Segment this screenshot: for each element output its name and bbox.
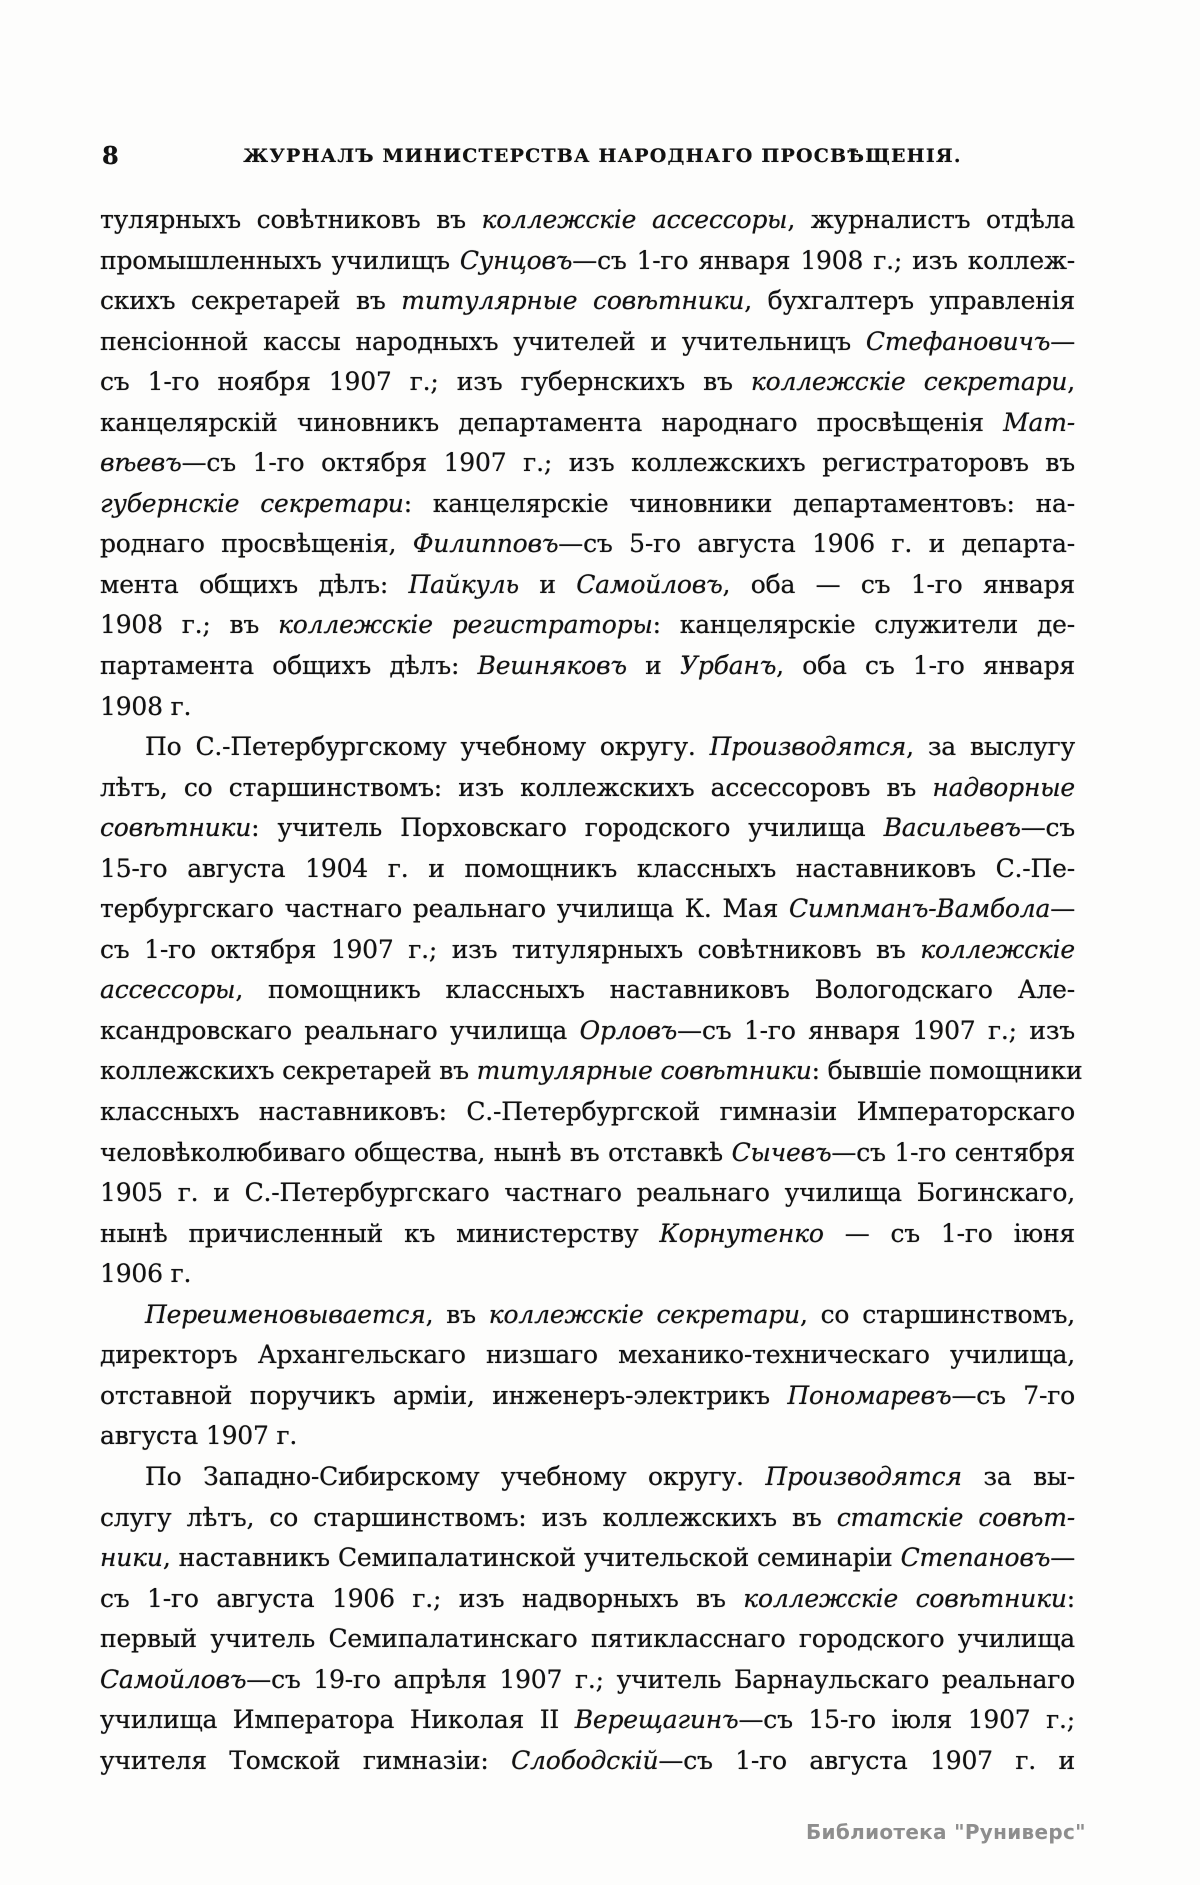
- text-segment: 1905 г. и С.-Петербургскаго частнаго реальнаго училища Богинскаго,: [100, 1178, 1075, 1208]
- text-segment: Сычевъ: [731, 1137, 832, 1167]
- text-segment: Симпманъ-Вамбола: [788, 894, 1051, 924]
- text-segment: , наставникъ Семипалатинской учительской семинаріи: [162, 1543, 901, 1573]
- text-segment: съ 1-го ноября 1907 г.; изъ губернскихъ въ: [100, 367, 751, 397]
- text-segment: —: [1050, 326, 1075, 356]
- text-line: [100, 1051, 1083, 1092]
- text-line: [100, 849, 1075, 890]
- text-segment: совѣтники: [100, 813, 252, 843]
- text-line: [100, 687, 1075, 728]
- text-segment: коллежскіе регистраторы: [278, 610, 653, 640]
- paragraph: [100, 1457, 1075, 1781]
- text-segment: , въ: [425, 1299, 489, 1329]
- text-segment: съ 1-го октября 1907 г.; изъ титулярныхъ совѣтниковъ въ: [100, 934, 921, 964]
- text-line: [100, 524, 1075, 565]
- text-segment: Самойловъ: [100, 1664, 247, 1694]
- text-line: [100, 1335, 1075, 1376]
- text-segment: директоръ Архангельскаго низшаго механико-техническаго училища,: [100, 1340, 1075, 1370]
- text-segment: — съ 1-го іюня: [823, 1218, 1075, 1248]
- text-segment: Васильевъ: [883, 813, 1021, 843]
- text-segment: Пономаревъ: [787, 1380, 952, 1410]
- text-line: [100, 1700, 1075, 1741]
- text-line: [100, 605, 1075, 646]
- text-segment: —съ 1-го сентября: [831, 1137, 1076, 1167]
- text-segment: надворные: [932, 772, 1075, 802]
- text-segment: —съ 1-го августа 1907 г. и: [658, 1745, 1075, 1775]
- text-segment: : учитель Порховскаго городского училища: [251, 813, 884, 843]
- text-segment: за вы-: [961, 1461, 1075, 1491]
- text-segment: человѣколюбиваго общества, нынѣ въ отставкѣ: [100, 1137, 732, 1167]
- text-line: [100, 1457, 1075, 1498]
- text-line: [100, 1619, 1075, 1660]
- text-segment: 1908 г.: [100, 691, 192, 721]
- text-segment: статскіе совѣт-: [836, 1502, 1075, 1532]
- text-segment: , оба съ 1-го января: [776, 651, 1075, 681]
- text-line: [100, 1741, 1075, 1782]
- text-segment: канцелярскій чиновникъ департамента народнаго просвѣщенія: [100, 407, 1004, 437]
- text-line: [100, 808, 1075, 849]
- text-line: [100, 484, 1075, 525]
- text-segment: По Западно-Сибирскому учебному округу.: [145, 1461, 766, 1491]
- text-segment: первый учитель Семипалатинскаго пятикласснаго городского училища: [100, 1624, 1075, 1654]
- text-line: [100, 281, 1075, 322]
- text-segment: ники: [100, 1543, 163, 1573]
- text-line: [100, 1498, 1075, 1539]
- text-line: [100, 930, 1075, 971]
- text-segment: коллежскіе совѣтники: [743, 1583, 1067, 1613]
- text-segment: : бывшіе помощники: [811, 1056, 1083, 1086]
- text-segment: : канцелярскіе служители де-: [652, 610, 1076, 640]
- text-segment: —съ 1-го октября 1907 г.; изъ коллежскихъ регистраторовъ въ: [181, 448, 1075, 478]
- text-line: [100, 1214, 1075, 1255]
- text-segment: Стефановичъ: [865, 326, 1051, 356]
- text-line: [100, 1376, 1075, 1417]
- text-segment: : канцелярскіе чиновники департаментовъ: на-: [403, 488, 1075, 518]
- text-segment: промышленныхъ училищъ: [100, 245, 460, 275]
- text-segment: губернскіе секретари: [100, 488, 404, 518]
- text-segment: Верещагинъ: [574, 1705, 739, 1735]
- text-segment: Урбанъ: [680, 651, 777, 681]
- text-segment: , журналистъ отдѣла: [787, 205, 1075, 234]
- text-segment: коллежскіе ассессоры: [481, 205, 788, 234]
- text-line: [100, 362, 1075, 403]
- text-segment: 1906 г.: [100, 1259, 192, 1289]
- text-segment: титулярные совѣтники: [476, 1056, 812, 1086]
- text-segment: —съ 5-го августа 1906 г. и департа-: [558, 529, 1075, 559]
- text-line: [100, 646, 1075, 687]
- text-line: [100, 1660, 1075, 1701]
- paragraph: [100, 200, 1075, 727]
- text-line: [100, 1092, 1075, 1133]
- page-number: 8: [102, 141, 120, 170]
- text-segment: ксандровскаго реальнаго училища: [100, 1015, 580, 1045]
- text-segment: скихъ секретарей въ: [100, 286, 402, 316]
- text-segment: вѣевъ: [100, 448, 182, 478]
- text-segment: Производятся: [765, 1461, 962, 1491]
- text-segment: августа 1907 г.: [100, 1421, 298, 1451]
- journal-header-title: ЖУРНАЛЪ МИНИСТЕРСТВА НАРОДНАГО ПРОСВѢЩЕНІЯ.: [243, 145, 962, 167]
- text-line: [100, 443, 1075, 484]
- text-line: [100, 1538, 1075, 1579]
- text-segment: ,: [1067, 367, 1075, 397]
- text-segment: Слободскій: [511, 1745, 659, 1775]
- text-segment: коллежскіе секретари: [488, 1299, 800, 1329]
- text-segment: тулярныхъ совѣтниковъ въ: [100, 205, 482, 234]
- text-segment: Производятся: [709, 732, 907, 762]
- text-line: [100, 1295, 1075, 1336]
- page-body: [100, 200, 1083, 1781]
- text-segment: лѣтъ, со старшинствомъ: изъ коллежскихъ ассессоровъ въ: [100, 772, 933, 802]
- text-segment: классныхъ наставниковъ: С.-Петербургской гимназіи Императорскаго: [100, 1097, 1075, 1127]
- library-watermark: Библиотека "Руниверс": [806, 1820, 1086, 1844]
- text-segment: училища Императора Николая II: [100, 1705, 575, 1735]
- text-segment: Филипповъ: [412, 529, 559, 559]
- text-segment: Пайкуль: [408, 569, 519, 599]
- text-segment: 1908 г.; въ: [100, 610, 279, 640]
- running-header: [100, 140, 1075, 174]
- text-segment: пенсіонной кассы народныхъ учителей и учительницъ: [100, 326, 866, 356]
- paragraph: [100, 1295, 1075, 1457]
- text-segment: 15-го августа 1904 г. и помощникъ классныхъ наставниковъ С.-Пе-: [100, 853, 1075, 883]
- text-line: [100, 889, 1075, 930]
- text-segment: Степановъ: [900, 1543, 1051, 1573]
- text-segment: , оба — съ 1-го января: [722, 569, 1075, 599]
- text-line: [100, 200, 1075, 241]
- text-segment: , бухгалтеръ управленія: [744, 286, 1076, 316]
- text-segment: —съ 7-го: [951, 1380, 1075, 1410]
- text-segment: коллежскихъ секретарей въ: [100, 1056, 477, 1086]
- text-segment: , со старшинствомъ,: [799, 1299, 1075, 1329]
- text-segment: и: [626, 651, 680, 681]
- text-line: [100, 403, 1075, 444]
- text-line: [100, 1254, 1075, 1295]
- text-line: [100, 970, 1075, 1011]
- text-segment: коллежскіе: [920, 934, 1075, 964]
- text-segment: —съ 15-го іюля 1907 г.;: [738, 1705, 1075, 1735]
- text-line: [100, 241, 1075, 282]
- text-segment: :: [1066, 1583, 1076, 1613]
- text-segment: —съ 1-го января 1907 г.; изъ: [677, 1015, 1076, 1045]
- text-segment: коллежскіе секретари: [750, 367, 1068, 397]
- text-segment: Мат-: [1003, 407, 1075, 437]
- text-segment: слугу лѣтъ, со старшинствомъ: изъ коллежскихъ въ: [100, 1502, 837, 1532]
- text-line: [100, 1173, 1075, 1214]
- text-line: [100, 1133, 1075, 1174]
- paragraph: [100, 727, 1083, 1295]
- text-segment: —: [1050, 1543, 1075, 1573]
- text-segment: нынѣ причисленный къ министерству: [100, 1218, 660, 1248]
- text-segment: и: [518, 569, 577, 599]
- text-line: [100, 1011, 1075, 1052]
- text-line: [100, 322, 1075, 363]
- text-segment: тербургскаго частнаго реальнаго училища К. Мая: [100, 894, 789, 924]
- text-segment: съ 1-го августа 1906 г.; изъ надворныхъ въ: [100, 1583, 744, 1613]
- text-segment: Корнутенко: [659, 1218, 824, 1248]
- text-segment: роднаго просвѣщенія,: [100, 529, 413, 559]
- text-segment: титулярные совѣтники: [401, 286, 745, 316]
- text-line: [100, 565, 1075, 606]
- text-segment: —съ: [1020, 813, 1075, 843]
- text-segment: —: [1050, 894, 1075, 924]
- text-segment: Орловъ: [579, 1015, 678, 1045]
- text-line: [100, 768, 1075, 809]
- text-segment: По С.-Петербургскому учебному округу.: [145, 732, 710, 762]
- text-segment: —съ 19-го апрѣля 1907 г.; учитель Барнаульскаго реальнаго: [246, 1664, 1075, 1694]
- text-segment: , за выслугу: [906, 732, 1075, 762]
- text-segment: , помощникъ классныхъ наставниковъ Вологодскаго Але-: [235, 975, 1075, 1005]
- text-line: [100, 1579, 1075, 1620]
- text-segment: отставной поручикъ арміи, инженеръ-электрикъ: [100, 1380, 788, 1410]
- text-line: [100, 1416, 1075, 1457]
- text-segment: Самойловъ: [576, 569, 723, 599]
- text-line: [100, 727, 1075, 768]
- text-segment: —съ 1-го января 1908 г.; изъ коллеж-: [572, 245, 1075, 275]
- text-segment: ассессоры: [100, 975, 236, 1005]
- text-segment: мента общихъ дѣлъ:: [100, 569, 409, 599]
- text-segment: Сунцовъ: [459, 245, 573, 275]
- text-segment: Переименовывается: [145, 1299, 426, 1329]
- text-segment: партамента общихъ дѣлъ:: [100, 651, 478, 681]
- text-segment: учителя Томской гимназіи:: [100, 1745, 512, 1775]
- text-segment: Вешняковъ: [477, 651, 627, 681]
